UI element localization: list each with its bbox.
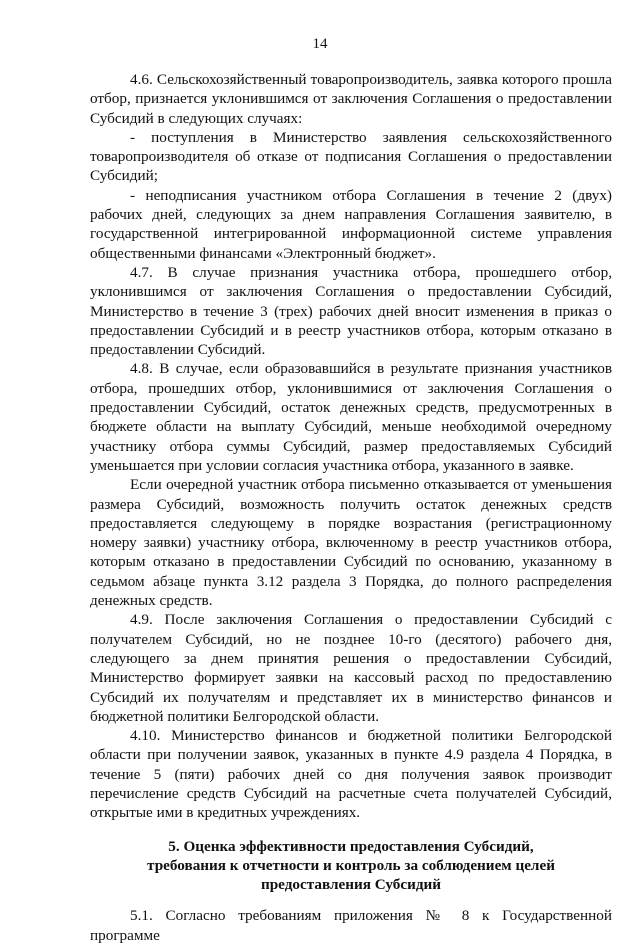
section-heading-line: требования к отчетности и контроль за соблюдением целей	[147, 856, 555, 874]
document-body	[90, 70, 612, 945]
paragraph-5-1: 5.1. Согласно требованиям приложения № 8 к Государственной программе	[90, 907, 612, 944]
section-5-heading	[90, 837, 612, 895]
paragraph-4-9: 4.9. После заключения Соглашения о предоставлении Субсидий с получателем Субсидий, но не позднее 10-го (десятого) рабочего дня, следующего за днем принятия решения о предоставлении Субсидий, Министерство формирует заявки на кассовый расход по предоставлению Субсидий их получателям и представляет их в министерство финансов и бюджетной политики Белгородской области.	[90, 611, 612, 725]
section-heading-line: 5. Оценка эффективности предоставления Субсидий,	[168, 837, 534, 855]
paragraph-4-8-continued: Если очередной участник отбора письменно отказывается от уменьшения размера Субсидий, возможность получить остаток денежных средств предоставляется следующему в порядке возрастания (регистрационному номеру заявки) участнику отбора, включенному в реестр участников отбора, которым отказано в предоставлении Субсидий по основанию, указанному в седьмом абзаце пункта 3.12 раздела 3 Порядка, до полного распределения денежных средств.	[90, 476, 612, 610]
paragraph-4-10: 4.10. Министерство финансов и бюджетной политики Белгородской области при получении заявок, указанных в пункте 4.9 раздела 4 Порядка, в течение 5 (пяти) рабочих дней со дня получения заявок производит перечисление средств Субсидий на расчетные счета получателей Субсидий, открытые ими в кредитных учреждениях.	[90, 727, 612, 822]
paragraph-4-6-item-2: - неподписания участником отбора Соглашения в течение 2 (двух) рабочих дней, следующих за днем направления Соглашения заявителю, в государственной интегрированной информационной системе управления общественными финансами «Электронный бюджет».	[90, 186, 612, 262]
section-heading-line: предоставления Субсидий	[260, 876, 442, 894]
paragraph-4-7: 4.7. В случае признания участника отбора, прошедшего отбор, уклонившимся от заключения Соглашения о предоставлении Субсидий, Министерство в течение 3 (трех) рабочих дней вносит изменения в приказ о предоставлении Субсидий и в реестр участников отбора, которым отказано в предоставлении Субсидий.	[90, 263, 612, 359]
paragraph-4-6-item-1: - поступления в Министерство заявления сельскохозяйственного товаропроизводителя об отказе от подписания Соглашения о предоставлении Субсидий;	[90, 128, 612, 185]
paragraph-4-6: 4.6. Сельскохозяйственный товаропроизводитель, заявка которого прошла отбор, признается уклонившимся от заключения Соглашения о предоставлении Субсидий в следующих случаях:	[90, 71, 612, 127]
page-number: 14	[312, 36, 328, 52]
paragraph-4-8: 4.8. В случае, если образовавшийся в результате признания участников отбора, прошедших отбор, уклонившимися от заключения Соглашения о предоставлении Субсидий, остаток денежных средств, предусмотренных в бюджете области на выплату Субсидий, меньше необходимой очередному участнику отбора суммы Субсидий, размер предоставляемых Субсидий уменьшается при условии согласия участника отбора, указанного в заявке.	[90, 360, 612, 474]
